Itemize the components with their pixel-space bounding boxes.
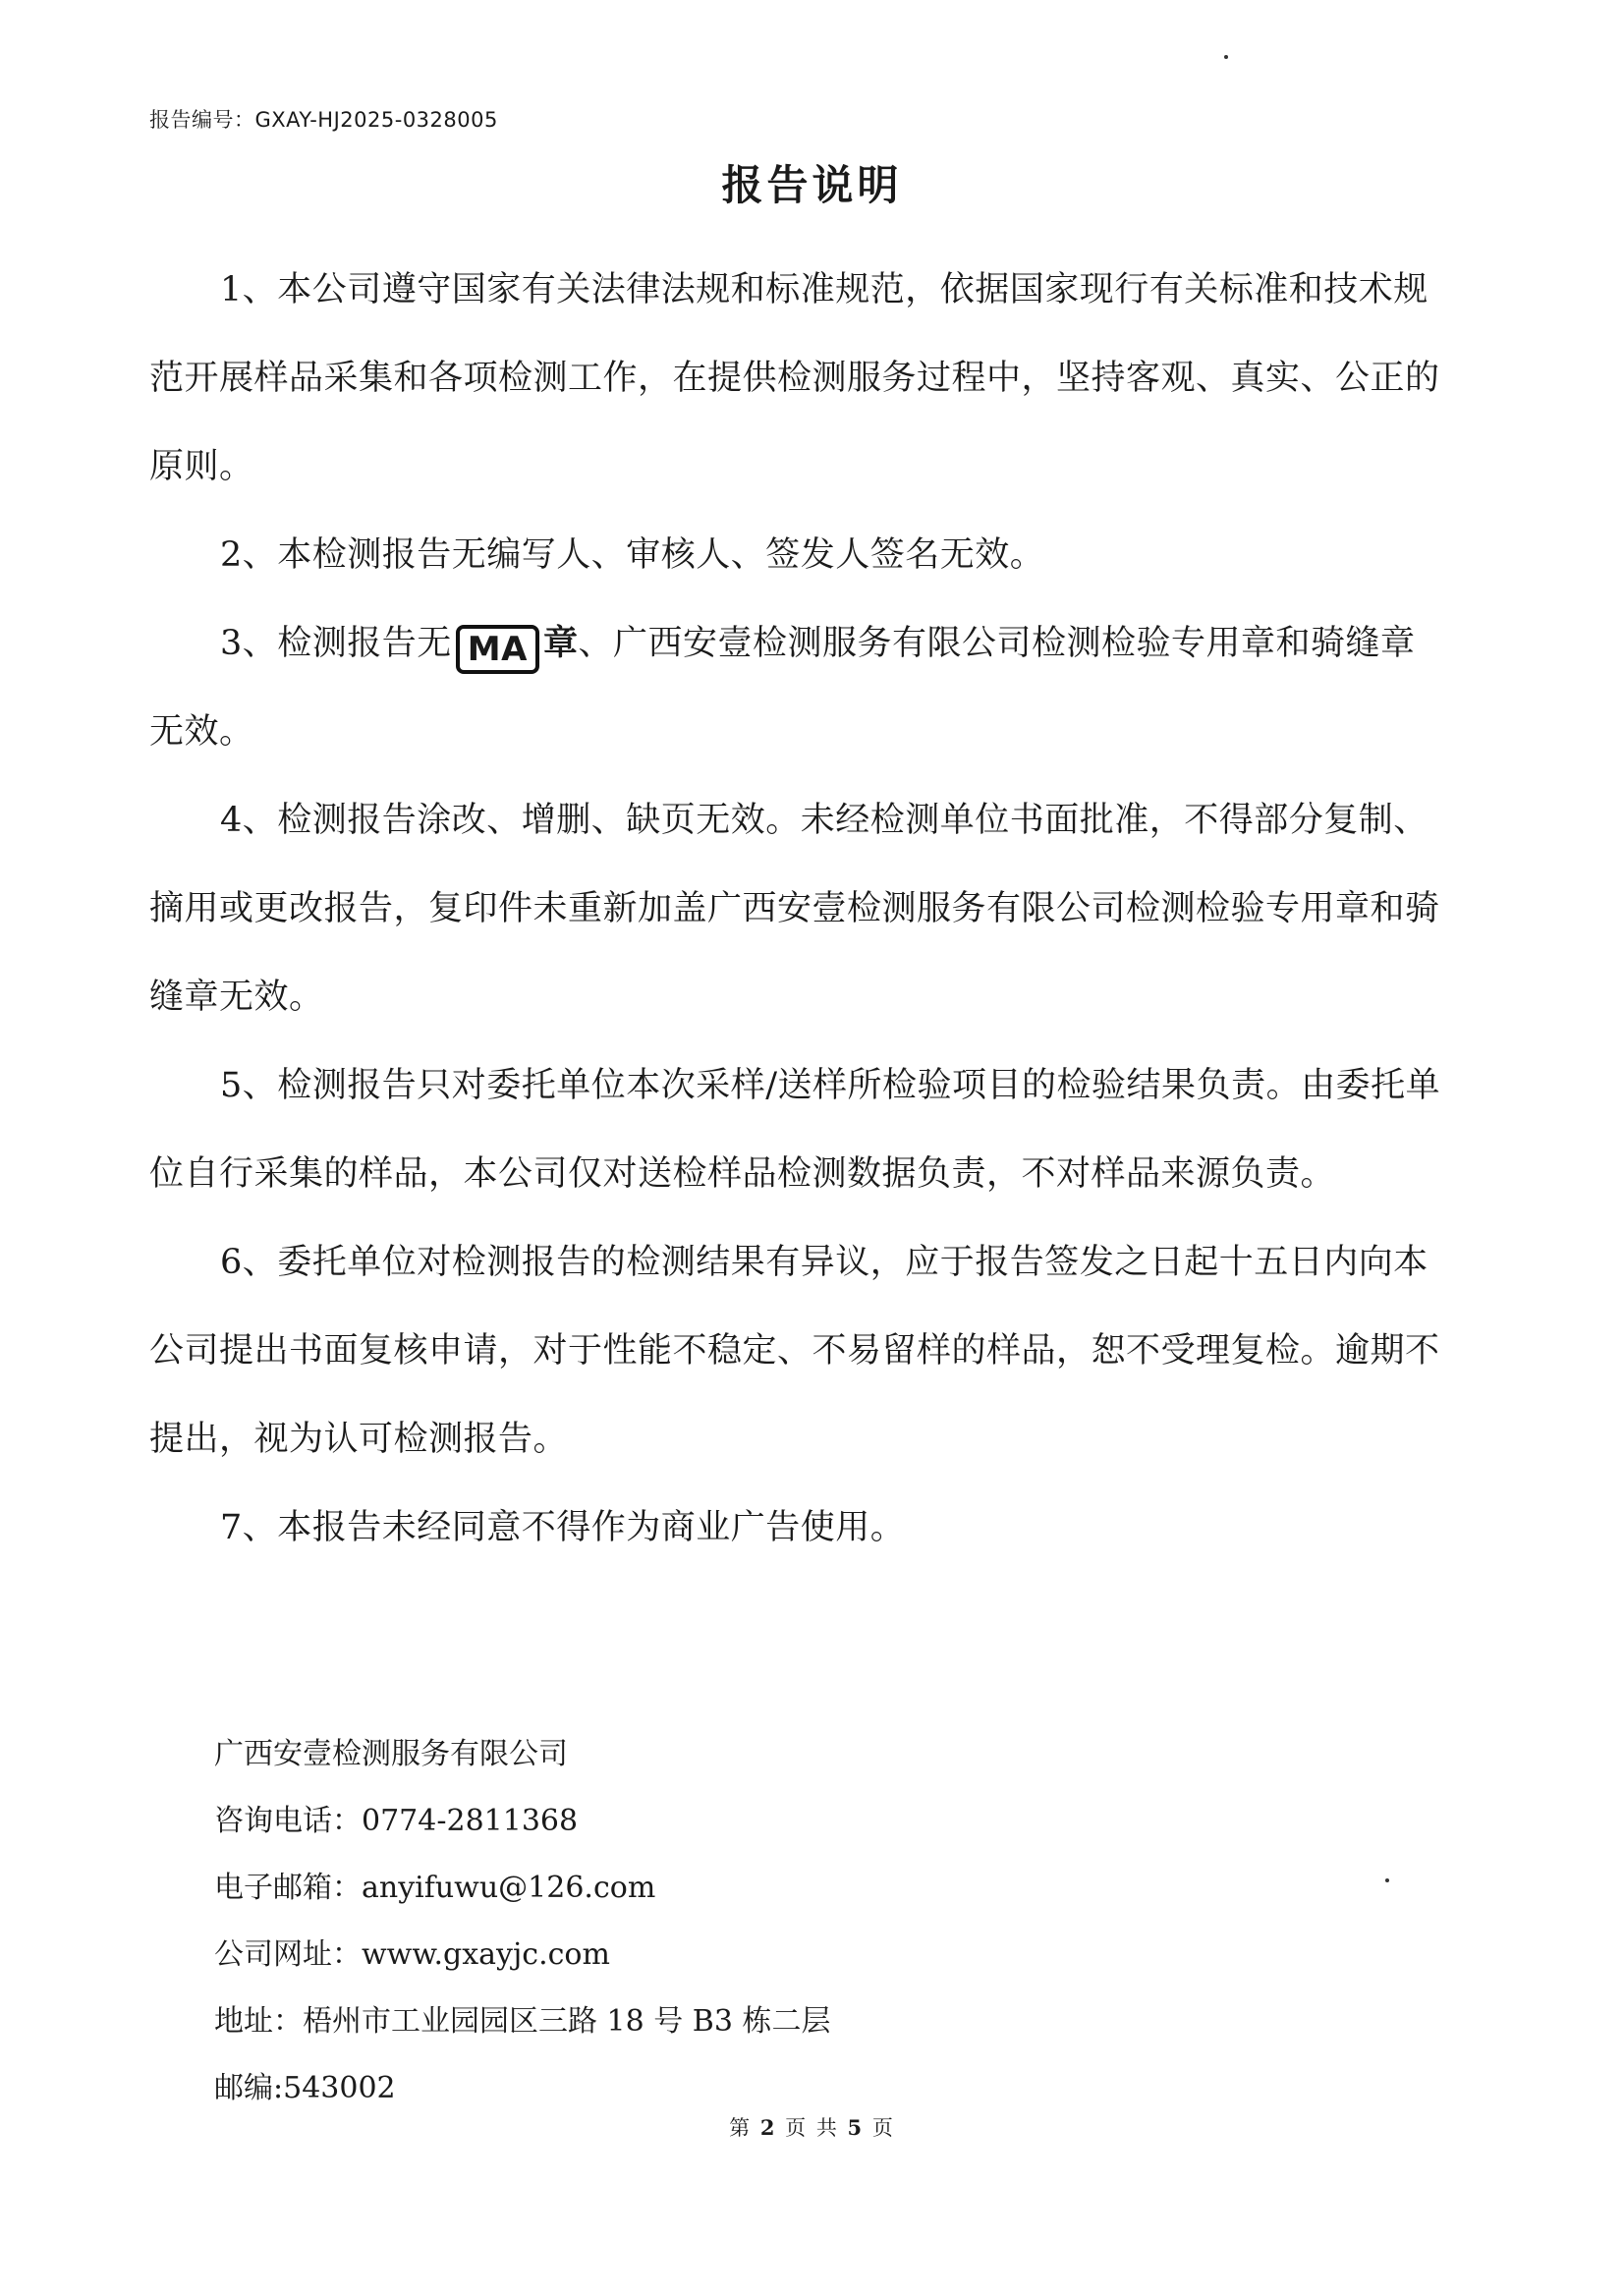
clause-list xyxy=(149,246,1446,1572)
contact-phone: 咨询电话：0774-2811368 xyxy=(214,1804,579,1838)
contact-website: 公司网址：www.gxayjc.com xyxy=(214,1937,610,1972)
clause-5: 5、检测报告只对委托单位本次采样/送样所检验项目的检验结果负责。由委托单位自行采集的样品，本公司仅对送检样品检测数据负责，不对样品来源负责。 xyxy=(149,1066,1441,1194)
contact-postcode: 邮编:543002 xyxy=(214,2071,396,2105)
clause-7: 7、本报告未经同意不得作为商业广告使用。 xyxy=(220,1508,906,1547)
clause-3-lead: 3、检测报告无 xyxy=(220,624,452,663)
footer-middle: 页 共 xyxy=(785,2116,839,2140)
cma-mark-suffix: 章 xyxy=(542,623,579,663)
contact-block xyxy=(214,1721,830,2122)
page-title: 报告说明 xyxy=(721,161,903,209)
page-footer xyxy=(0,2112,1624,2142)
contact-email: 电子邮箱：anyifuwu@126.com xyxy=(214,1871,656,1905)
footer-suffix: 页 xyxy=(871,2116,895,2140)
clause-6: 6、委托单位对检测报告的检测结果有异议，应于报告签发之日起十五日内向本公司提出书面复核申请，对于性能不稳定、不易留样的样品，恕不受理复检。逾期不提出，视为认可检测报告。 xyxy=(149,1243,1440,1459)
scan-speck xyxy=(1224,55,1228,59)
contact-address: 地址：梧州市工业园园区三路 18 号 B3 栋二层 xyxy=(214,2004,831,2039)
clause-2: 2、本检测报告无编写人、审核人、签发人签名无效。 xyxy=(220,535,1045,575)
company-name: 广西安壹检测服务有限公司 xyxy=(214,1737,568,1771)
clause-3-rest: 、广西安壹检测服务有限公司检测检验专用章和骑缝章无效。 xyxy=(149,624,1416,752)
report-number: 报告编号：GXAY-HJ2025-0328005 xyxy=(149,108,498,132)
footer-page-number: 2 xyxy=(759,2115,777,2140)
clause-4: 4、检测报告涂改、增删、缺页无效。未经检测单位书面批准，不得部分复制、摘用或更改报告，复印件未重新加盖广西安壹检测服务有限公司检测检验专用章和骑缝章无效。 xyxy=(149,801,1440,1017)
scan-speck xyxy=(1385,1878,1389,1882)
footer-total-pages: 5 xyxy=(847,2115,865,2140)
clause-3 xyxy=(149,599,1446,776)
clause-1: 1、本公司遵守国家有关法律法规和标准规范，依据国家现行有关标准和技术规范开展样品采集和各项检测工作，在提供检测服务过程中，坚持客观、真实、公正的原则。 xyxy=(149,270,1440,486)
cma-mark-icon: MA xyxy=(456,625,539,674)
footer-prefix: 第 xyxy=(729,2116,753,2140)
